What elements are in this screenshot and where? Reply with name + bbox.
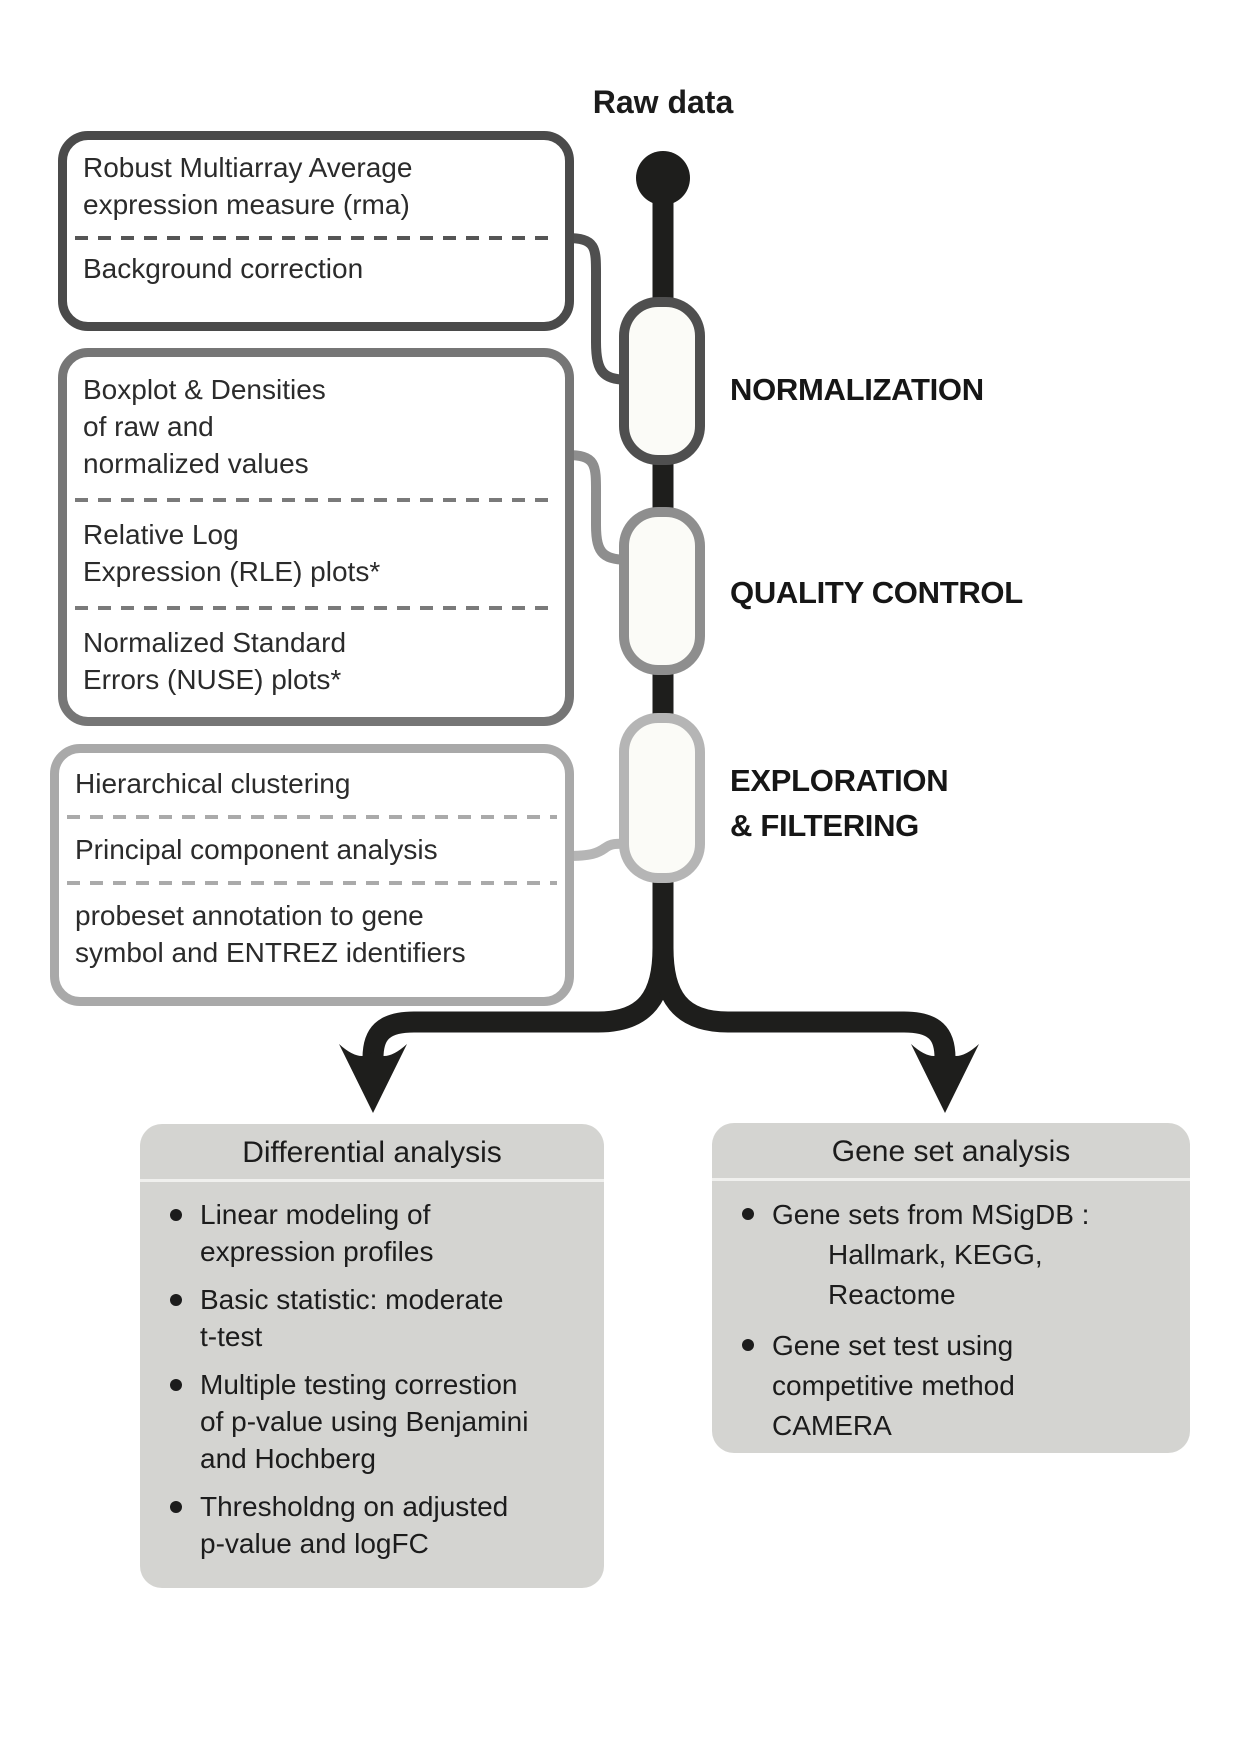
stage-box-row — [67, 502, 565, 606]
bullet-line: Basic statistic: moderate — [200, 1284, 504, 1315]
box-text-line: Robust Multiarray Average — [83, 152, 413, 183]
stage-box-row — [67, 610, 565, 714]
bullet-item — [166, 1366, 584, 1477]
bullet-line: p-value and logFC — [200, 1528, 429, 1559]
stage-pill-quality-control — [624, 512, 700, 670]
stage-label-line: NORMALIZATION — [730, 372, 984, 407]
box-text-line: Hierarchical clustering — [75, 768, 351, 799]
bullet-item — [166, 1281, 584, 1355]
bullet-item — [166, 1488, 584, 1562]
bullet-line: Gene set test using — [772, 1330, 1014, 1361]
arrowhead-right-icon — [911, 1044, 979, 1113]
stage-box-row — [67, 140, 565, 236]
stage-box-row — [59, 819, 565, 881]
box-text-line: probeset annotation to gene — [75, 900, 424, 931]
stage-label-line: EXPLORATION — [730, 763, 949, 798]
stage-label-exploration — [730, 758, 948, 848]
bullet-line: Multiple testing correstion — [200, 1369, 518, 1400]
bullet-line: Thresholdng on adjusted — [200, 1491, 509, 1522]
bullet-line: Reactome — [828, 1279, 956, 1310]
bullet-item — [738, 1195, 1170, 1315]
box-text-line: symbol and ENTREZ identifiers — [75, 937, 466, 968]
raw-data-node-icon — [636, 151, 690, 205]
card-title: Differential analysis — [140, 1124, 604, 1182]
bullet-item — [738, 1326, 1170, 1446]
bullet-line: of p-value using Benjamini — [200, 1406, 529, 1437]
bullet-line: Hallmark, KEGG, — [828, 1239, 1043, 1270]
raw-data-label: Raw data — [592, 84, 734, 120]
branch-right — [663, 948, 945, 1058]
box-text-line: Relative Log — [83, 519, 239, 550]
arrowhead-left-icon — [339, 1044, 407, 1113]
box-text-line: expression measure (rma) — [83, 189, 410, 220]
bullet-line: CAMERA — [772, 1410, 892, 1441]
box-text-line: Principal component analysis — [75, 834, 438, 865]
stage-box-exploration — [50, 744, 574, 1006]
box-text-line: Errors (NUSE) plots* — [83, 664, 342, 695]
bullet-line: and Hochberg — [200, 1443, 376, 1474]
bullet-line: Linear modeling of — [200, 1199, 431, 1230]
bullet-item — [166, 1196, 584, 1270]
bullet-line: t-test — [200, 1321, 263, 1352]
stage-label-normalization — [730, 367, 984, 412]
bullet-list — [712, 1195, 1190, 1446]
bullet-line: competitive method — [772, 1370, 1015, 1401]
stage-box-row — [67, 357, 565, 498]
bullet-list — [140, 1196, 604, 1562]
stage-box-quality-control — [58, 348, 574, 726]
bullet-line: Gene sets from MSigDB : — [772, 1199, 1090, 1230]
stage-pill-exploration — [624, 718, 700, 878]
stage-label-line: QUALITY CONTROL — [730, 575, 1023, 610]
stage-label-quality-control — [730, 570, 1023, 615]
differential-analysis-card — [140, 1124, 604, 1588]
box-text-line: Expression (RLE) plots* — [83, 556, 381, 587]
stage-box-row — [59, 753, 565, 815]
box-text-line: Normalized Standard — [83, 627, 347, 658]
stage-box-normalization — [58, 131, 574, 331]
stage-box-row — [67, 240, 565, 297]
box-text-line: of raw and — [83, 411, 214, 442]
box-text-line: Boxplot & Densities — [83, 374, 326, 405]
stage-label-line: & FILTERING — [730, 808, 919, 843]
card-title: Gene set analysis — [712, 1123, 1190, 1181]
bullet-line: expression profiles — [200, 1236, 434, 1267]
box-text-line: Background correction — [83, 253, 364, 284]
stage-box-row — [59, 885, 565, 984]
gene-set-analysis-card — [712, 1123, 1190, 1453]
box-text-line: normalized values — [83, 448, 309, 479]
stage-pill-normalization — [624, 302, 700, 460]
